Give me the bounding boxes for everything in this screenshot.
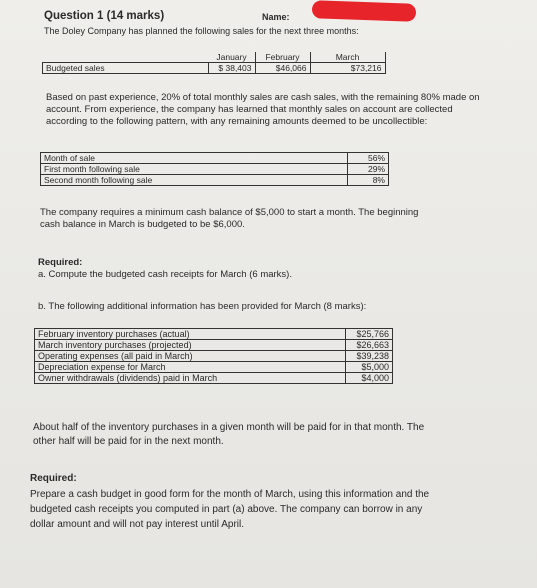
collection-label: Second month following sale [41, 175, 348, 186]
redaction-mark [312, 0, 417, 22]
paragraph1-line3: according to the following pattern, with any remaining amounts deemed to be uncollectible: [46, 116, 428, 127]
info-value: $4,000 [346, 373, 393, 384]
sales-table [42, 52, 386, 74]
info-label: Depreciation expense for March [35, 362, 346, 373]
paragraph2-line1: The company requires a minimum cash balance of $5,000 to start a month. The beginning [40, 207, 419, 218]
sales-value-february: $46,066 [255, 63, 310, 74]
intro-text: The Doley Company has planned the following sales for the next three months: [44, 26, 359, 36]
table-row [35, 340, 393, 351]
paragraph1-line1: Based on past experience, 20% of total monthly sales are cash sales, with the remaining 80% made on [46, 92, 480, 103]
table-row [35, 329, 393, 340]
table-row [41, 175, 389, 186]
required-final-line1: Prepare a cash budget in good form for the month of March, using this information and the [30, 489, 430, 500]
sales-row-label: Budgeted sales [43, 63, 209, 74]
paragraph2-line2: cash balance in March is budgeted to be $6,000. [40, 219, 245, 230]
paragraph3-line2: other half will be paid for in the next month. [33, 436, 224, 447]
collection-value: 56% [348, 153, 389, 164]
paragraph1-line2: account. From experience, the company has learned that monthly sales on account are collected [46, 104, 453, 115]
month-header-march: March [310, 52, 385, 63]
info-label: March inventory purchases (projected) [35, 340, 346, 351]
info-value: $5,000 [346, 362, 393, 373]
required-final-line2: budgeted cash receipts you computed in part (a) above. The company can borrow in any [30, 504, 423, 515]
info-value: $25,766 [346, 329, 393, 340]
collection-value: 8% [348, 175, 389, 186]
info-label: February inventory purchases (actual) [35, 329, 346, 340]
required-final-text [30, 487, 429, 532]
table-row [41, 153, 389, 164]
collection-value: 29% [348, 164, 389, 175]
info-label: Owner withdrawals (dividends) paid in March [35, 373, 346, 384]
question-title: Question 1 (14 marks) [44, 10, 165, 22]
table-row [35, 351, 393, 362]
collection-label: Month of sale [41, 153, 348, 164]
collection-label: First month following sale [41, 164, 348, 175]
paragraph-inventory-payment [33, 421, 424, 449]
sales-value-march: $73,216 [310, 63, 385, 74]
month-header-february: February [255, 52, 310, 63]
required-heading-final: Required: [30, 473, 77, 484]
month-header-january: January [209, 52, 256, 63]
name-label: Name: [262, 12, 290, 22]
collection-table [40, 152, 389, 186]
sales-value-january: $ 38,403 [209, 63, 256, 74]
required-heading-a: Required: [38, 257, 83, 268]
info-label: Operating expenses (all paid in March) [35, 351, 346, 362]
required-a-text: a. Compute the budgeted cash receipts for March (6 marks). [38, 269, 292, 280]
info-table [34, 328, 393, 384]
table-row [35, 362, 393, 373]
paragraph-cash-balance [40, 207, 418, 231]
part-b-text: b. The following additional information has been provided for March (8 marks): [38, 301, 367, 312]
table-row [41, 164, 389, 175]
info-value: $39,238 [346, 351, 393, 362]
required-final-line3: dollar amount and will not pay interest until April. [30, 519, 245, 530]
paragraph3-line1: About half of the inventory purchases in a given month will be paid for in that month. The [33, 422, 425, 433]
paragraph-collections [46, 92, 480, 128]
info-value: $26,663 [346, 340, 393, 351]
table-row [35, 373, 393, 384]
